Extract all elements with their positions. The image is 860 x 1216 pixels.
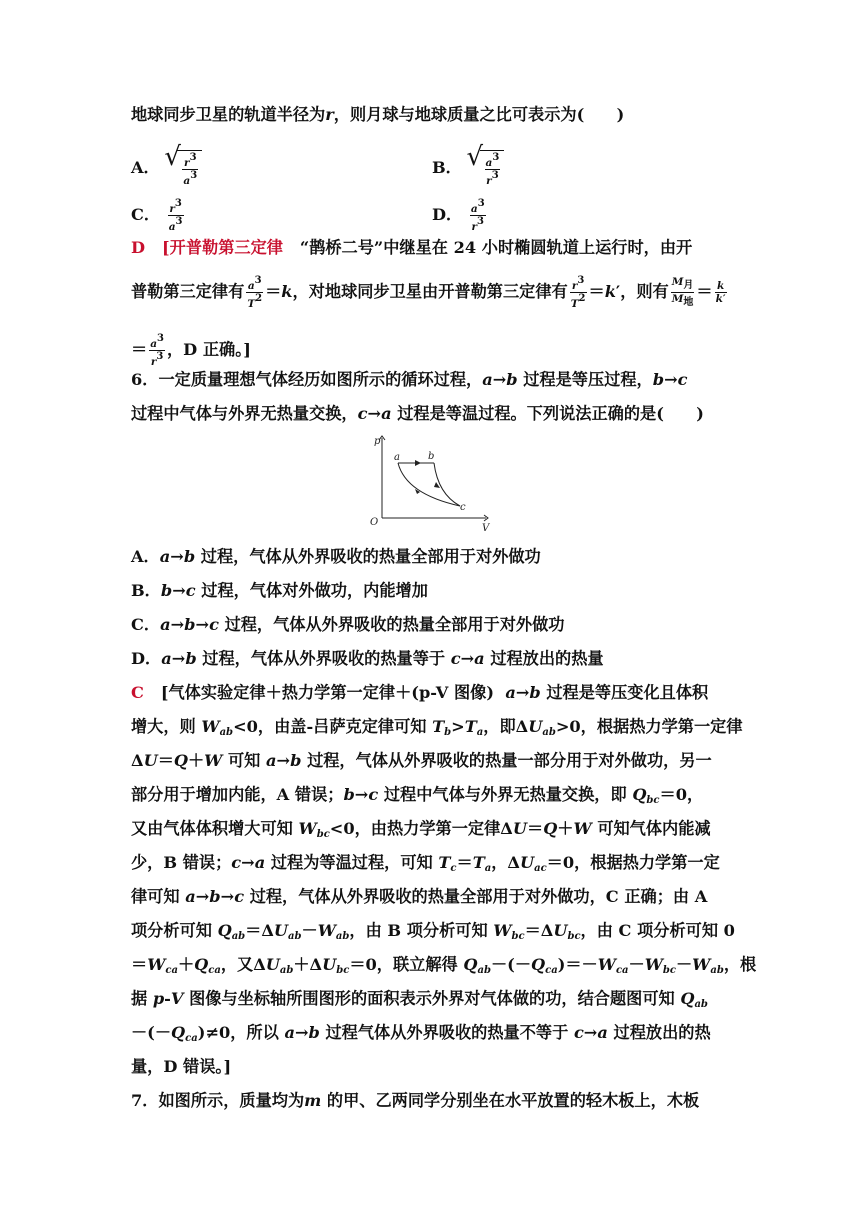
frac-mass-ratio: $\frac{M_月}{M_地}$: [671, 276, 694, 308]
option-text: 过程，气体从外界吸收的热量等于: [202, 649, 446, 668]
q6-answer-line5: 又由气体体积增大可知 $W_{bc}<0$，由热力学第一定律ΔU＝Q＋W 可知气体内能减: [131, 819, 711, 840]
q6-answer-line3: ΔU＝Q＋W 可知 a→b 过程，气体从外界吸收的热量一部分用于对外做功，另一: [131, 751, 712, 770]
q6-text: 过程中气体与外界无热量交换，: [131, 404, 358, 423]
answer-text: 据: [131, 989, 148, 1008]
q7-text: 7．如图所示，质量均为: [131, 1091, 305, 1110]
answer-text: 过程放出的热: [613, 1023, 711, 1042]
p-label: p: [374, 436, 381, 447]
q5-answer-line2: 普勒第三定律有 $\frac{a^3}{T^2}$ ＝k，对地球同步卫星由开普勒第三定律有 $\frac{r^3}{T^2}$ ＝k′，则有 $\frac{M_月}{M_地}$ ＝ $\frac{k}{k'}$: [131, 275, 726, 310]
answer-text: 过程是等压变化且体积: [546, 683, 709, 702]
q6-answer-line11: $-(-Q_{ca})\ne 0$，所以 a→b 过程气体从外界吸收的热量不等于 c→a 过程放出的热: [131, 1023, 711, 1044]
answer-text: ，由 C 项分析可知 0: [580, 921, 735, 940]
q6-option-b: B．b→c 过程，气体对外做功，内能增加: [131, 581, 428, 600]
q6-answer-line6: 少，B 错误；c→a 过程为等温过程，可知 $T_c=T_a$，$\Delta U_{ac}=0$，根据热力学第一定: [131, 853, 720, 874]
q5-option-b: [432, 150, 504, 187]
q6-option-d: D．a→b 过程，气体从外界吸收的热量等于 c→a 过程放出的热量: [131, 649, 604, 668]
answer-text: 图像与坐标轴所围图形的面积表示外界对气体做的功，结合题图可知: [189, 989, 675, 1008]
q6-stem-line2: 过程中气体与外界无热量交换，c→a 过程是等温过程。下列说法正确的是( ): [131, 404, 704, 423]
pv-cycle-diagram: [368, 432, 498, 532]
answer-text: “鹊桥二号”中继星在 24 小时椭圆轨道上运行时，由开: [299, 238, 693, 257]
frac-r3-t2: $\frac{r^3}{T^2}$: [570, 275, 586, 310]
q5-option-a: [131, 150, 202, 187]
answer-text: 过程为等温过程，可知: [270, 853, 433, 872]
option-text: 过程放出的热量: [490, 649, 604, 668]
q6-answer-line7: 律可知 a→b→c 过程，气体从外界吸收的热量全部用于对外做功，C 正确；由 A: [131, 887, 708, 906]
answer-text: 律可知: [131, 887, 180, 906]
option-text: 过程，气体对外做功，内能增加: [201, 581, 428, 600]
option-label: B．: [432, 158, 462, 177]
option-label: A．: [131, 158, 160, 177]
q6-stem-line1: 6．一定质量理想气体经历如图所示的循环过程，a→b 过程是等压过程，b→c: [131, 370, 688, 389]
q5-option-d: [432, 198, 488, 233]
q7-var: m: [304, 1091, 322, 1110]
q5-answer-line3: ＝ $\frac{a^3}{r^3}$ ，D 正确。]: [131, 333, 251, 368]
q6-text: 过程是等温过程。下列说法正确的是( ): [397, 404, 704, 423]
q5-stem: [131, 104, 624, 126]
answer-text: 可知: [228, 751, 261, 770]
option-text: 过程，气体从外界吸收的热量全部用于对外做功: [200, 547, 541, 566]
q5-stem-rest: ，则月球与地球质量之比可表示为( ): [333, 105, 625, 124]
answer-text: －(－: [131, 1023, 172, 1042]
answer-letter: D: [131, 238, 146, 257]
q6-text: 6．一定质量理想气体经历如图所示的循环过程，: [131, 370, 483, 389]
q5-stem-var: r: [325, 105, 334, 124]
q5-answer-line1: [131, 237, 692, 259]
answer-tag: [气体实验定律＋热力学第一定律＋(p-V 图像): [160, 683, 495, 702]
q5-option-c: [131, 198, 186, 233]
answer-text: )≠0，所以: [197, 1023, 279, 1042]
answer-text: ，又Δ: [220, 955, 266, 974]
answer-text: ，D 正确。]: [166, 340, 251, 359]
answer-text: ，Δ: [491, 853, 520, 872]
answer-text: 项分析可知: [131, 921, 212, 940]
answer-text: 可知气体内能减: [597, 819, 711, 838]
answer-text: 过程气体从外界吸收的热量不等于: [325, 1023, 569, 1042]
answer-text: >0，根据热力学第一定律: [555, 717, 743, 736]
answer-text: <0，由盖-吕萨克定律可知: [233, 717, 427, 736]
option-label: D．: [432, 205, 463, 224]
point-c-label: c: [460, 502, 466, 513]
q7-stem-line1: [131, 1090, 699, 1112]
q6-answer-line10: 据 p-V 图像与坐标轴所围图形的面积表示外界对气体做的功，结合题图可知 $Q_{ab}$: [131, 989, 708, 1010]
answer-text: ＝0，根据热力学第一定: [546, 853, 720, 872]
option-text: 过程，气体从外界吸收的热量全部用于对外做功: [224, 615, 565, 634]
answer-text: 过程，气体从外界吸收的热量全部用于对外做功，C 正确；由 A: [249, 887, 708, 906]
q6-option-a: A．a→b 过程，气体从外界吸收的热量全部用于对外做功: [131, 547, 541, 566]
answer-text: 普勒第三定律有: [131, 282, 245, 301]
q6-option-c: C．a→b→c 过程，气体从外界吸收的热量全部用于对外做功: [131, 615, 565, 634]
answer-text: 又由气体体积增大可知: [131, 819, 293, 838]
point-a-label: a: [394, 452, 400, 463]
q6-answer-line4: 部分用于增加内能，A 错误；b→c 过程中气体与外界无热量交换，即 $Q_{bc}=0$，: [131, 785, 704, 806]
ab-arrow: [415, 460, 421, 466]
frac-a3-r3: $\frac{a^3}{r^3}$: [470, 198, 485, 233]
answer-text: 过程中气体与外界无热量交换，即: [383, 785, 627, 804]
q6-answer-line2: 增大，则 $W_{ab}<0$，由盖-吕萨克定律可知 $T_b>T_a$，即$\Delta U_{ab}>0$，根据热力学第一定律: [131, 717, 743, 738]
sqrt-a3-r3: √ $\frac{a^3}{r^3}$: [468, 150, 505, 187]
option-label: C．: [131, 205, 161, 224]
q6-answer-line1: C [气体实验定律＋热力学第一定律＋(p-V 图像) a→b 过程是等压变化且体积: [131, 683, 709, 702]
sqrt-r3-a3: √ $\frac{r^3}{a^3}$: [165, 150, 202, 187]
answer-text: <0，由热力学第一定律Δ: [329, 819, 513, 838]
q6-answer-line9: $=W_{ca}+Q_{ca}$，又$\Delta U_{ab}+\Delta U_{bc}=0$，联立解得 $Q_{ab}-(-Q_{ca})=-W_{ca}-W_{bc}-W_{ab}$，根: [131, 955, 757, 976]
frac-k-kprime: $\frac{k}{k'}$: [715, 280, 726, 305]
q6-answer-line8: 项分析可知 $Q_{ab}=\Delta U_{ab}-W_{ab}$，由 B 项分析可知 $W_{bc}=\Delta U_{bc}$，由 C 项分析可知 0: [131, 921, 735, 942]
point-b-label: b: [428, 451, 435, 462]
answer-tag: [开普勒第三定律: [161, 238, 283, 257]
q5-stem-text: 地球同步卫星的轨道半径为: [131, 105, 326, 124]
frac-r3-a3: $\frac{r^3}{a^3}$: [168, 198, 183, 233]
frac-a3-r3-result: $\frac{a^3}{r^3}$: [150, 333, 164, 368]
answer-text: 少，B 错误；: [131, 853, 232, 872]
answer-text: ，即Δ: [483, 717, 529, 736]
answer-text: ＝0，联立解得: [349, 955, 458, 974]
answer-text: ，根: [723, 955, 757, 974]
answer-text: 量，D 错误。]: [131, 1057, 232, 1076]
answer-text: Δ: [131, 751, 144, 770]
answer-text: ，则有: [620, 282, 669, 301]
answer-text: ，由 B 项分析可知: [349, 921, 488, 940]
answer-text: 过程，气体从外界吸收的热量一部分用于对外做功，另一: [307, 751, 712, 770]
origin-label: O: [370, 517, 379, 528]
q6-answer-line12: [131, 1056, 231, 1078]
answer-text: 部分用于增加内能，A 错误；: [131, 785, 344, 804]
answer-text: ＝0，: [659, 785, 704, 804]
frac-a3-t2: $\frac{a^3}{T^2}$: [247, 275, 263, 310]
answer-text: ，对地球同步卫星由开普勒第三定律有: [292, 282, 568, 301]
q7-text: 的甲、乙两同学分别坐在水平放置的轻木板上，木板: [326, 1091, 700, 1110]
q6-text: 过程是等压过程，: [523, 370, 653, 389]
v-label: V: [482, 523, 490, 532]
answer-letter: C: [131, 683, 144, 702]
answer-text: 增大，则: [131, 717, 196, 736]
